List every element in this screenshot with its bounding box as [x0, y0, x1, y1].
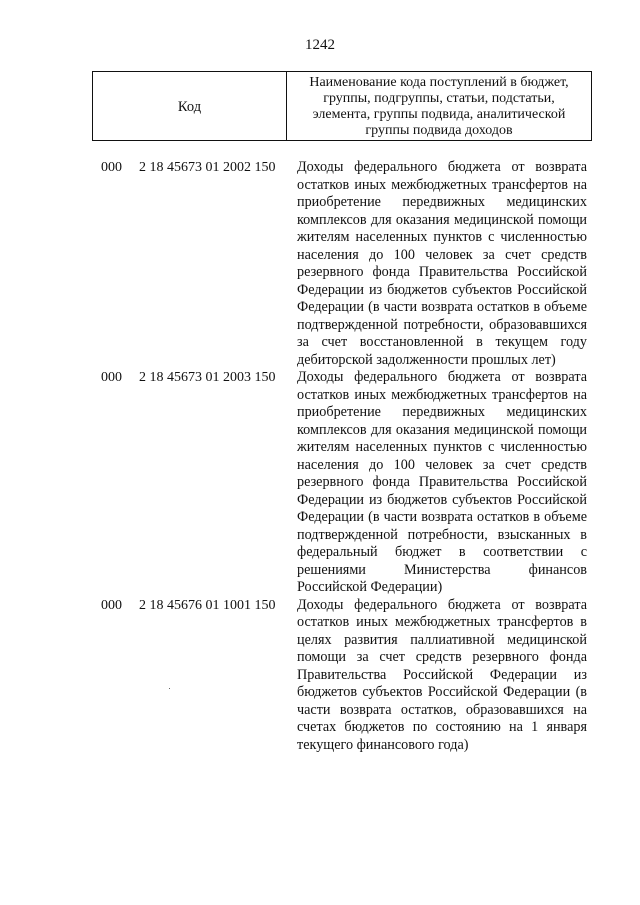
table-body — [0, 159, 640, 754]
row-admin-code: 000 — [101, 597, 122, 613]
row-revenue-code: 2 18 45676 01 1001 150 — [139, 597, 276, 613]
row-description: Доходы федерального бюджета от возврата остатков иных межбюджетных трансфертов в целях развития паллиативной медицинской помощи за счет средств резервного фонда Правительства Российской Федерации из бюджетов субъектов Российской Федерации (в части возврата остатков, образовавшихся на счетах бюджетов по состоянию на 1 января текущего финансового года) — [297, 596, 587, 753]
header-code-column: Код — [93, 72, 287, 140]
table-header — [92, 71, 592, 141]
scan-speck — [169, 688, 170, 689]
page-number: 1242 — [305, 37, 335, 53]
row-revenue-code: 2 18 45673 01 2003 150 — [139, 370, 276, 385]
row-admin-code: 000 — [101, 370, 122, 385]
row-description: Доходы федерального бюджета от возврата остатков иных межбюджетных трансфертов на приобретение передвижных медицинских комплексов для оказания медицинской помощи жителям населенных пунктов с численностью населения до 100 человек за счет средств резервного фонда Правительства Российской Федерации из бюджетов субъектов Российской Федерации (в части возврата остатков в объеме подтвержденной потребности, образовавшихся за счет восстановленной в текущем году дебиторской задолженности прошлых лет) — [297, 159, 587, 368]
table-row — [0, 597, 640, 755]
row-revenue-code: 2 18 45673 01 2002 150 — [139, 160, 276, 175]
row-description: Доходы федерального бюджета от возврата остатков иных межбюджетных трансфертов на приобретение передвижных медицинских комплексов для оказания медицинской помощи жителям населенных пунктов с численностью населения до 100 человек за счет средств резервного фонда Правительства Российской Федерации из бюджетов субъектов Российской Федерации (в части возврата остатков в объеме подтвержденной потребности, взысканных в федеральный бюджет в соответствии с решениями Министерства финансов Российской Федерации) — [297, 369, 587, 595]
table-row — [0, 159, 640, 369]
table-row — [0, 369, 640, 597]
header-name-column: Наименование кода поступлений в бюджет, группы, подгруппы, статьи, подстатьи, элемента, группы подвида, аналитической группы подвида доходов — [309, 75, 569, 138]
row-admin-code: 000 — [101, 160, 122, 175]
